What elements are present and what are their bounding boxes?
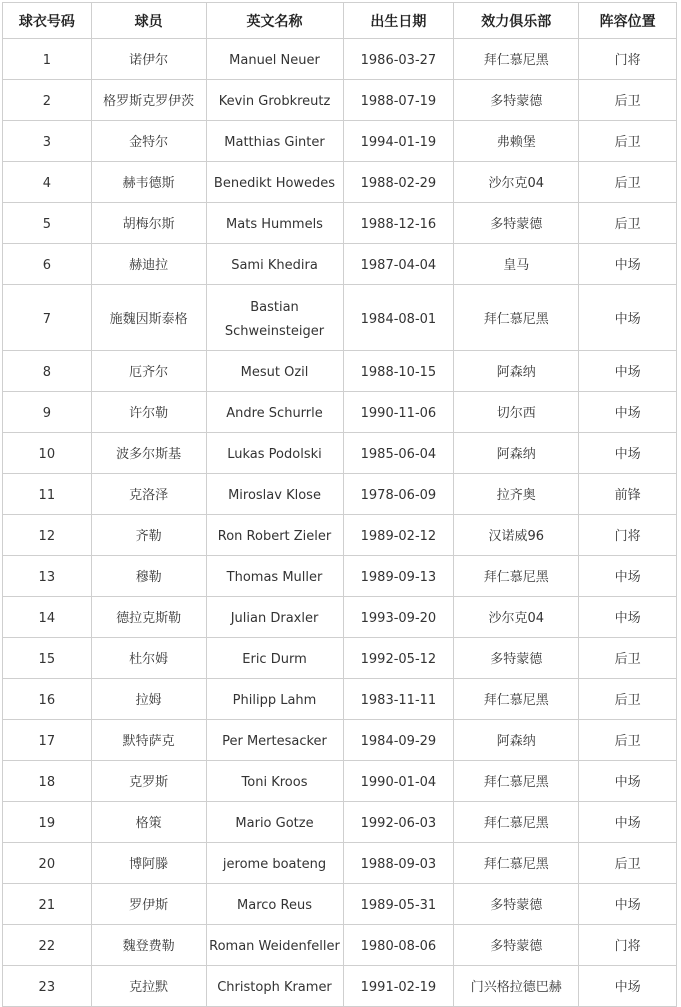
jersey-number-cell: 7 (3, 285, 92, 351)
english-name-cell: Philipp Lahm (206, 679, 343, 720)
club-cell: 多特蒙德 (454, 925, 579, 966)
player-name-cell: 德拉克斯勒 (91, 597, 206, 638)
birth-date-cell: 1986-03-27 (343, 39, 454, 80)
jersey-number-cell: 13 (3, 556, 92, 597)
jersey-number-cell: 15 (3, 638, 92, 679)
birth-date-cell: 1988-09-03 (343, 843, 454, 884)
player-name-cell: 魏登费勒 (91, 925, 206, 966)
player-name-cell: 诺伊尔 (91, 39, 206, 80)
birth-date-cell: 1988-07-19 (343, 80, 454, 121)
player-name-cell: 克罗斯 (91, 761, 206, 802)
jersey-number-cell: 1 (3, 39, 92, 80)
position-cell: 中场 (579, 802, 677, 843)
player-name-cell: 齐勒 (91, 515, 206, 556)
english-name-line: Schweinsteiger (224, 323, 325, 339)
player-name-cell: 金特尔 (91, 121, 206, 162)
club-cell: 拜仁慕尼黑 (454, 802, 579, 843)
roster-table (2, 2, 677, 1007)
player-name-cell: 厄齐尔 (91, 351, 206, 392)
club-cell: 拉齐奥 (454, 474, 579, 515)
jersey-number-cell: 9 (3, 392, 92, 433)
table-row (3, 556, 677, 597)
english-name-cell: Ron Robert Zieler (206, 515, 343, 556)
player-name-cell: 博阿滕 (91, 843, 206, 884)
position-cell: 中场 (579, 244, 677, 285)
english-name-cell: Mesut Ozil (206, 351, 343, 392)
position-cell: 门将 (579, 925, 677, 966)
jersey-number-cell: 10 (3, 433, 92, 474)
player-name-cell: 格策 (91, 802, 206, 843)
player-name-cell: 格罗斯克罗伊茨 (91, 80, 206, 121)
player-name-cell: 施魏因斯泰格 (91, 285, 206, 351)
birth-date-cell: 1992-05-12 (343, 638, 454, 679)
player-name-cell: 许尔勒 (91, 392, 206, 433)
table-row (3, 802, 677, 843)
table-row (3, 720, 677, 761)
english-name-cell: Benedikt Howedes (206, 162, 343, 203)
position-cell: 中场 (579, 761, 677, 802)
player-name-cell: 克洛泽 (91, 474, 206, 515)
club-cell: 多特蒙德 (454, 203, 579, 244)
player-name-cell: 波多尔斯基 (91, 433, 206, 474)
english-name-cell: Thomas Muller (206, 556, 343, 597)
jersey-number-cell: 21 (3, 884, 92, 925)
jersey-number-cell: 2 (3, 80, 92, 121)
birth-date-cell: 1988-02-29 (343, 162, 454, 203)
table-row (3, 597, 677, 638)
jersey-number-cell: 4 (3, 162, 92, 203)
club-cell: 阿森纳 (454, 720, 579, 761)
english-name-cell: Julian Draxler (206, 597, 343, 638)
club-cell: 拜仁慕尼黑 (454, 843, 579, 884)
position-cell: 中场 (579, 351, 677, 392)
header-jersey-number: 球衣号码 (3, 3, 92, 39)
club-cell: 皇马 (454, 244, 579, 285)
club-cell: 多特蒙德 (454, 80, 579, 121)
jersey-number-cell: 8 (3, 351, 92, 392)
birth-date-cell: 1990-11-06 (343, 392, 454, 433)
english-name-cell: Sami Khedira (206, 244, 343, 285)
position-cell: 门将 (579, 515, 677, 556)
jersey-number-cell: 18 (3, 761, 92, 802)
english-name-cell: Eric Durm (206, 638, 343, 679)
club-cell: 多特蒙德 (454, 638, 579, 679)
club-cell: 阿森纳 (454, 433, 579, 474)
player-name-cell: 赫韦德斯 (91, 162, 206, 203)
position-cell: 后卫 (579, 162, 677, 203)
jersey-number-cell: 11 (3, 474, 92, 515)
player-name-cell: 赫迪拉 (91, 244, 206, 285)
jersey-number-cell: 6 (3, 244, 92, 285)
birth-date-cell: 1989-02-12 (343, 515, 454, 556)
jersey-number-cell: 3 (3, 121, 92, 162)
player-name-cell: 拉姆 (91, 679, 206, 720)
english-name-cell: Per Mertesacker (206, 720, 343, 761)
club-cell: 拜仁慕尼黑 (454, 761, 579, 802)
club-cell: 多特蒙德 (454, 884, 579, 925)
position-cell: 中场 (579, 884, 677, 925)
club-cell: 门兴格拉德巴赫 (454, 966, 579, 1007)
jersey-number-cell: 23 (3, 966, 92, 1007)
header-english-name: 英文名称 (206, 3, 343, 39)
table-row (3, 638, 677, 679)
position-cell: 后卫 (579, 638, 677, 679)
player-name-cell: 默特萨克 (91, 720, 206, 761)
birth-date-cell: 1984-08-01 (343, 285, 454, 351)
english-name-cell: Andre Schurrle (206, 392, 343, 433)
jersey-number-cell: 17 (3, 720, 92, 761)
position-cell: 后卫 (579, 203, 677, 244)
english-name-cell: Kevin Grobkreutz (206, 80, 343, 121)
english-name-cell: Matthias Ginter (206, 121, 343, 162)
english-name-cell: jerome boateng (206, 843, 343, 884)
english-name-line: Bastian (250, 299, 299, 315)
table-row (3, 351, 677, 392)
table-row (3, 392, 677, 433)
position-cell: 中场 (579, 597, 677, 638)
position-cell: 中场 (579, 392, 677, 433)
position-cell: 后卫 (579, 843, 677, 884)
player-name-cell: 克拉默 (91, 966, 206, 1007)
birth-date-cell: 1984-09-29 (343, 720, 454, 761)
table-row (3, 966, 677, 1007)
player-name-cell: 罗伊斯 (91, 884, 206, 925)
birth-date-cell: 1988-12-16 (343, 203, 454, 244)
english-name-cell: Miroslav Klose (206, 474, 343, 515)
position-cell: 前锋 (579, 474, 677, 515)
birth-date-cell: 1989-05-31 (343, 884, 454, 925)
table-row (3, 285, 677, 351)
english-name-cell: Toni Kroos (206, 761, 343, 802)
club-cell: 沙尔克04 (454, 162, 579, 203)
header-birth-date: 出生日期 (343, 3, 454, 39)
position-cell: 中场 (579, 433, 677, 474)
club-cell: 拜仁慕尼黑 (454, 39, 579, 80)
jersey-number-cell: 14 (3, 597, 92, 638)
table-row (3, 474, 677, 515)
position-cell: 后卫 (579, 720, 677, 761)
table-row (3, 203, 677, 244)
table-row (3, 121, 677, 162)
player-name-cell: 胡梅尔斯 (91, 203, 206, 244)
english-name-cell: Lukas Podolski (206, 433, 343, 474)
table-row (3, 515, 677, 556)
player-name-cell: 杜尔姆 (91, 638, 206, 679)
club-cell: 汉诺威96 (454, 515, 579, 556)
table-row (3, 925, 677, 966)
roster-body (3, 39, 677, 1007)
english-name-cell: Mario Gotze (206, 802, 343, 843)
birth-date-cell: 1994-01-19 (343, 121, 454, 162)
birth-date-cell: 1978-06-09 (343, 474, 454, 515)
birth-date-cell: 1987-04-04 (343, 244, 454, 285)
table-row (3, 679, 677, 720)
jersey-number-cell: 22 (3, 925, 92, 966)
table-row (3, 80, 677, 121)
jersey-number-cell: 19 (3, 802, 92, 843)
table-row (3, 761, 677, 802)
jersey-number-cell: 20 (3, 843, 92, 884)
table-row (3, 433, 677, 474)
table-row (3, 39, 677, 80)
table-row (3, 162, 677, 203)
position-cell: 门将 (579, 39, 677, 80)
birth-date-cell: 1991-02-19 (343, 966, 454, 1007)
table-row (3, 843, 677, 884)
birth-date-cell: 1980-08-06 (343, 925, 454, 966)
jersey-number-cell: 16 (3, 679, 92, 720)
header-position: 阵容位置 (579, 3, 677, 39)
birth-date-cell: 1989-09-13 (343, 556, 454, 597)
birth-date-cell: 1985-06-04 (343, 433, 454, 474)
position-cell: 中场 (579, 966, 677, 1007)
birth-date-cell: 1983-11-11 (343, 679, 454, 720)
club-cell: 拜仁慕尼黑 (454, 556, 579, 597)
birth-date-cell: 1993-09-20 (343, 597, 454, 638)
english-name-cell: Manuel Neuer (206, 39, 343, 80)
birth-date-cell: 1990-01-04 (343, 761, 454, 802)
player-name-cell: 穆勒 (91, 556, 206, 597)
header-player: 球员 (91, 3, 206, 39)
club-cell: 沙尔克04 (454, 597, 579, 638)
position-cell: 中场 (579, 285, 677, 351)
english-name-cell: Marco Reus (206, 884, 343, 925)
birth-date-cell: 1988-10-15 (343, 351, 454, 392)
birth-date-cell: 1992-06-03 (343, 802, 454, 843)
jersey-number-cell: 12 (3, 515, 92, 556)
english-name-cell (206, 285, 343, 351)
jersey-number-cell: 5 (3, 203, 92, 244)
position-cell: 后卫 (579, 121, 677, 162)
position-cell: 中场 (579, 556, 677, 597)
english-name-cell: Christoph Kramer (206, 966, 343, 1007)
club-cell: 阿森纳 (454, 351, 579, 392)
header-row (3, 3, 677, 39)
table-row (3, 884, 677, 925)
position-cell: 后卫 (579, 679, 677, 720)
header-club: 效力俱乐部 (454, 3, 579, 39)
english-name-cell: Roman Weidenfeller (206, 925, 343, 966)
english-name-cell: Mats Hummels (206, 203, 343, 244)
club-cell: 拜仁慕尼黑 (454, 285, 579, 351)
club-cell: 弗赖堡 (454, 121, 579, 162)
club-cell: 切尔西 (454, 392, 579, 433)
table-row (3, 244, 677, 285)
position-cell: 后卫 (579, 80, 677, 121)
club-cell: 拜仁慕尼黑 (454, 679, 579, 720)
